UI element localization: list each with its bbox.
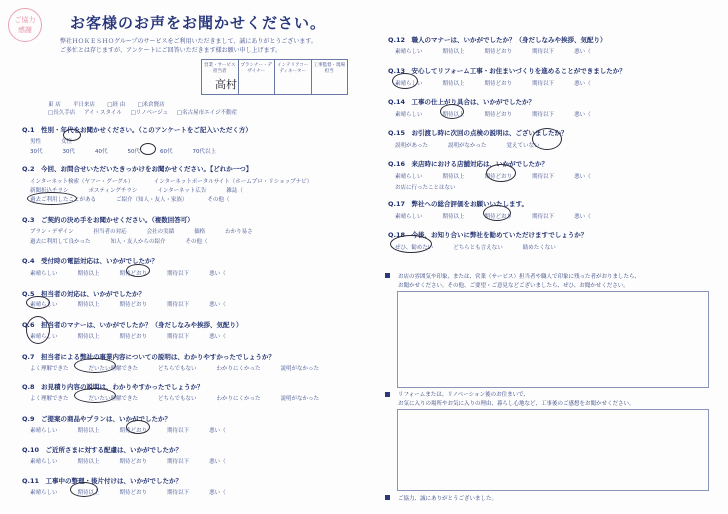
q3-options-a	[30, 227, 273, 235]
option[interactable]: 30代	[62, 149, 75, 155]
option[interactable]: 期待以下	[532, 214, 555, 220]
comment1-box[interactable]	[397, 291, 709, 388]
option[interactable]: 悪い（	[574, 81, 591, 87]
store-option[interactable]: □長久手店	[48, 110, 76, 116]
option[interactable]: 素晴らしい	[395, 174, 423, 180]
option[interactable]: 期待以下	[167, 428, 190, 434]
option[interactable]: 期待以上	[77, 490, 100, 496]
option[interactable]: 期待どおり	[119, 428, 148, 434]
option[interactable]: 期待どおり	[484, 49, 513, 55]
option[interactable]: 悪い（	[209, 490, 226, 496]
comment2-line1: リフォームまたは、リノベーション後のお住まいで、	[398, 392, 529, 398]
option[interactable]: 期待以下	[167, 490, 190, 496]
option[interactable]: 女性	[61, 139, 73, 145]
option[interactable]: 新聞折込チラシ	[30, 188, 69, 194]
option[interactable]: インターネットポータルサイト（ホームプロ・リショップナビ）	[153, 179, 313, 185]
question-17: Q.17 弊社への総合評価をお願いいたします。	[388, 200, 529, 208]
option[interactable]: 期待以上	[77, 459, 100, 465]
question-11: Q.11 工事中の整理・後片付けは、いかがでしたか？	[22, 477, 183, 485]
option[interactable]: 期待どおり	[119, 459, 148, 465]
question-3: Q.3 ご契約の決め手をお聞かせください。（複数回答可）	[22, 216, 194, 224]
option[interactable]: 説明がなかった	[447, 143, 487, 149]
staff-cell-interior: インテリアコーディネーター	[275, 60, 312, 94]
option[interactable]: どちらとも言えない	[453, 245, 503, 251]
option[interactable]: 期待どおり	[484, 112, 513, 118]
q1-options	[30, 137, 92, 145]
option[interactable]: 素晴らしい	[30, 302, 58, 308]
store-option[interactable]: □経 由	[107, 102, 126, 108]
bullet-square	[385, 495, 390, 500]
option[interactable]: 期待以上	[77, 334, 100, 340]
question-6: Q.6 担当者のマナーは、いかがでしたか？（身だしなみや挨拶、気配り）	[22, 321, 243, 329]
option[interactable]: 期待以下	[167, 302, 190, 308]
option[interactable]: 期待どおり	[119, 334, 148, 340]
answer-circle	[392, 73, 418, 89]
question-15: Q.15 お引渡し時に次回の点検の説明は、ございましたか？	[388, 129, 568, 137]
store-option[interactable]: 東 店	[48, 102, 61, 108]
option[interactable]: 素晴らしい	[30, 271, 58, 277]
q6-options	[30, 332, 246, 340]
store-option[interactable]: □リノベージュ	[130, 110, 169, 116]
q1-age-options	[30, 147, 236, 155]
option[interactable]: 雑誌（	[226, 188, 243, 194]
option[interactable]: 期待どおり	[119, 490, 148, 496]
option[interactable]: 素晴らしい	[395, 112, 423, 118]
option[interactable]: 70代以上	[192, 149, 216, 155]
option[interactable]: 過去に利用して良かった	[30, 239, 91, 245]
answer-circle	[27, 192, 77, 205]
option[interactable]: どちらでもない	[158, 366, 197, 372]
stamp-seal: ご協力 感謝	[8, 8, 42, 42]
answer-circle	[26, 316, 50, 344]
option[interactable]: インターネット検索（ヤフー・グーグル）	[30, 179, 134, 185]
store-row-2	[48, 108, 237, 116]
question-16: Q.16 来店時における店舗対応は、いかがでしたか？	[388, 160, 549, 168]
question-4: Q.4 受付時の電話対応は、いかがでしたか？	[22, 257, 159, 265]
option[interactable]: 期待どおり	[484, 174, 513, 180]
option[interactable]: よく理解できた	[30, 366, 69, 372]
question-13: Q.13 安心してリフォーム工事・お住まいづくりを進めることができましたか？	[388, 67, 626, 75]
answer-circle	[74, 358, 116, 373]
option[interactable]: どちらでもない	[158, 396, 197, 402]
staff-cell-site: 工事監督・現場担当	[313, 63, 345, 74]
option[interactable]: ぜひ、勧めたい	[395, 245, 434, 251]
option[interactable]: 悪い（	[574, 112, 591, 118]
answer-circle	[440, 104, 464, 119]
answer-circle	[70, 482, 98, 497]
option[interactable]: 男性	[30, 139, 42, 145]
option[interactable]: ご紹介（知人・友人・家族）	[116, 197, 188, 203]
option[interactable]: 期待以下	[167, 459, 190, 465]
question-1: Q.1 性別・年代をお聞かせください。（このアンケートをご記入いただく方）	[22, 126, 252, 134]
q11-options	[30, 488, 246, 496]
answer-circle	[26, 296, 50, 309]
answer-circle	[483, 205, 511, 221]
q5-options	[30, 300, 246, 308]
q3-options-b	[30, 237, 228, 245]
option[interactable]: 覚えていない	[506, 143, 540, 149]
intro-line-1: 弊社ＨＯＫＥＳＨＯグループのサービスをご利用いただきまして、誠にありがとうございます。	[60, 38, 317, 45]
answer-circle	[63, 129, 81, 141]
option[interactable]: 担当者の対応	[93, 229, 127, 235]
staff-cell-sales: 営業・サービス担当者	[202, 60, 239, 94]
option[interactable]: 悪い（	[209, 302, 226, 308]
option[interactable]: 期待以下	[532, 81, 555, 87]
question-12: Q.12 職人のマナーは、いかがでしたか？（身だしなみや挨拶、気配り）	[388, 36, 607, 44]
option[interactable]: 期待どおり	[119, 271, 148, 277]
handwritten-staff-name: 高村	[215, 78, 237, 91]
question-2: Q.2 今回、お問合せいただいたきっかけをお聞かせください。【どれか一つ】	[22, 165, 253, 173]
question-5: Q.5 担当者の対応は、いかがでしたか？	[22, 290, 146, 298]
option[interactable]: 期待以下	[532, 174, 555, 180]
comment2-line2: お気に入りの場所やお気に入りの理由、暮らし心地など、工事後のご感想をお聞かせください。	[398, 401, 635, 407]
option[interactable]: 悪い（	[574, 49, 591, 55]
option[interactable]: 期待以下	[532, 112, 555, 118]
comment2-box[interactable]	[397, 409, 709, 491]
bullet-square	[385, 273, 390, 278]
page-title: お客様のお声をお聞かせください。	[70, 14, 327, 32]
option[interactable]: 悪い（	[209, 334, 226, 340]
option[interactable]: 素晴らしい	[395, 49, 423, 55]
option[interactable]: 期待以上	[442, 174, 465, 180]
option[interactable]: お店に行ったことはない	[395, 185, 456, 191]
answer-circle	[126, 420, 150, 434]
option[interactable]: 価格	[194, 229, 206, 235]
option[interactable]: その他（	[207, 197, 230, 203]
question-9: Q.9 ご提案の商品やプランは、いかがでしたか？	[22, 415, 172, 423]
option[interactable]: だいたい理解できた	[88, 396, 139, 402]
option[interactable]: 期待以上	[442, 214, 465, 220]
option[interactable]: 会社の実績	[146, 229, 175, 235]
option[interactable]: 素晴らしい	[30, 428, 58, 434]
q13-options	[395, 79, 611, 87]
q10-options	[30, 457, 246, 465]
question-10: Q.10 ご近所さまに対する配慮は、いかがでしたか？	[22, 446, 183, 454]
option[interactable]: 期待以下	[167, 271, 190, 277]
comment1-line1: お店の雰囲気や印象、または、営業（サービス）担当者や職人で印象に残った者がおりましたら、	[398, 274, 641, 280]
option[interactable]: 知人・友人からの紹介	[110, 239, 166, 245]
option[interactable]: 素晴らしい	[395, 81, 423, 87]
option[interactable]: 期待どおり	[484, 81, 513, 87]
question-7: Q.7 担当者による弊社の事業内容についての説明は、わかりやすかったでしょうか？	[22, 353, 275, 361]
option[interactable]: 期待以上	[442, 81, 465, 87]
bullet-square	[385, 392, 390, 397]
option[interactable]: わかりにくかった	[216, 366, 261, 372]
store-row-1	[48, 100, 165, 108]
comment1-line2: お聞かせください。その他、ご要望・ご意見などございましたら、ぜひ、お聞かせください。	[398, 283, 629, 289]
option[interactable]: 50代	[127, 149, 140, 155]
option[interactable]: 素晴らしい	[30, 490, 58, 496]
answer-circle	[532, 128, 562, 150]
option[interactable]: わかり易さ	[225, 229, 253, 235]
option[interactable]: 悪い（	[209, 428, 226, 434]
option[interactable]: 悪い（	[209, 459, 226, 465]
option[interactable]: 悪い（	[574, 214, 591, 220]
option[interactable]: 期待以上	[77, 302, 100, 308]
option[interactable]: 悪い（	[209, 271, 226, 277]
question-18: Q.18 今後、お知り合いに弊社を勧めていただけますでしょうか？	[388, 231, 588, 239]
question-14: Q.14 工事の仕上がり具合は、いかがでしたか？	[388, 98, 536, 106]
option[interactable]: インターネット広告	[157, 188, 207, 194]
option[interactable]: 勧めたくない	[522, 245, 556, 251]
option[interactable]: 期待どおり	[484, 214, 513, 220]
option[interactable]: 60代	[160, 149, 173, 155]
question-8: Q.8 お見積り内容の説明は、わかりやすかったでしょうか？	[22, 383, 204, 391]
answer-circle	[140, 143, 156, 155]
thanks-text: ご協力、誠にありがとうございました。	[398, 496, 498, 502]
option[interactable]: 説明がなかった	[280, 396, 320, 402]
option[interactable]: 期待以下	[532, 49, 555, 55]
answer-circle	[486, 164, 516, 182]
option[interactable]: 40代	[95, 149, 108, 155]
option[interactable]: だいたい理解できた	[88, 366, 139, 372]
option[interactable]: 30代	[30, 149, 43, 155]
option[interactable]: 説明がなかった	[280, 366, 320, 372]
option[interactable]: 素晴らしい	[395, 214, 423, 220]
option[interactable]: 期待以上	[77, 271, 100, 277]
option[interactable]: わかりにくかった	[216, 396, 261, 402]
option[interactable]: 期待以上	[442, 49, 465, 55]
q12-options	[395, 47, 611, 55]
option[interactable]: ポスティングチラシ	[88, 188, 138, 194]
q16-options-b	[395, 183, 476, 191]
option[interactable]: 過去ご利用したことがある	[30, 197, 97, 203]
intro-line-2: ご多忙とは存じますが、アンケートにご回答いただきます様お願い申し上げます。	[60, 47, 282, 54]
store-option[interactable]: □名古屋市エイジ不動産	[176, 110, 238, 116]
option[interactable]: 期待以下	[167, 334, 190, 340]
answer-circle	[74, 388, 116, 403]
option[interactable]: プラン・デザイン	[30, 229, 74, 235]
option[interactable]: 素晴らしい	[30, 459, 58, 465]
answer-circle	[390, 235, 432, 253]
store-option[interactable]: 平日来店	[73, 102, 96, 108]
store-option[interactable]: □米倉賢店	[137, 102, 165, 108]
staff-cell-planner: プランナー・デザイナー	[239, 60, 276, 94]
option[interactable]: 悪い（	[574, 174, 591, 180]
option[interactable]: 説明があった	[395, 143, 428, 149]
option[interactable]: 期待以上	[77, 428, 100, 434]
option[interactable]: 期待以上	[442, 112, 465, 118]
option[interactable]: 期待どおり	[119, 302, 148, 308]
answer-circle	[126, 264, 150, 277]
q14-options	[395, 110, 611, 118]
store-option[interactable]: アイ・スタイル	[83, 110, 122, 116]
q2-options-a	[30, 177, 332, 185]
option[interactable]: その他（	[185, 239, 208, 245]
option[interactable]: 素晴らしい	[30, 334, 58, 340]
option[interactable]: よく理解できた	[30, 396, 69, 402]
